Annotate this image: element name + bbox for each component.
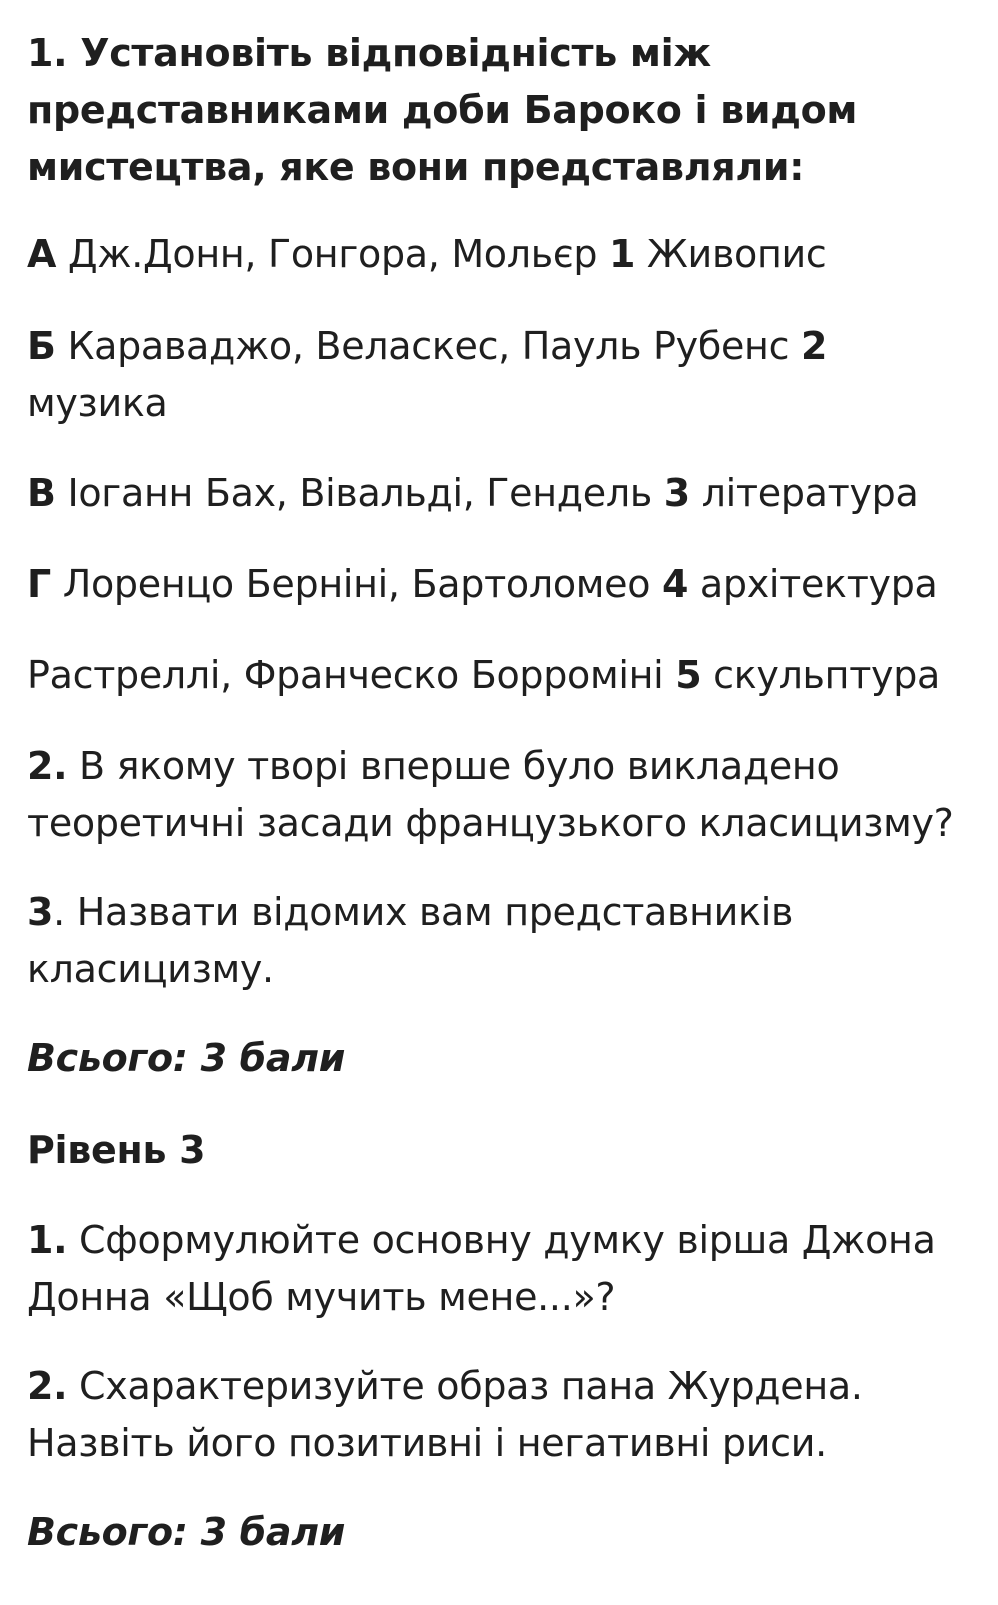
row-number: 1 xyxy=(609,232,636,276)
level3-task2-number: 2. xyxy=(27,1364,68,1408)
row-art: музика xyxy=(27,381,168,425)
row-letter: Б xyxy=(27,324,56,368)
row-names: Дж.Донн, Гонгора, Мольєр xyxy=(56,232,609,276)
task3 xyxy=(27,884,857,998)
task2-text: В якому творі вперше було викладено теоретичні засади французького класицизму? xyxy=(27,744,954,845)
task1-heading xyxy=(27,25,977,196)
task3-number: 3 xyxy=(27,890,54,934)
row-names: Лоренцо Берніні, Бартоломео xyxy=(50,562,662,606)
level3-task1 xyxy=(27,1212,977,1326)
row-letter: В xyxy=(27,471,56,515)
match-row-b xyxy=(27,318,857,432)
row-number: 2 xyxy=(800,324,828,368)
match-row-v xyxy=(27,465,977,522)
match-row-a xyxy=(27,226,977,283)
task2 xyxy=(27,738,977,852)
row-number: 4 xyxy=(661,562,689,606)
level3-task2-text: Схарактеризуйте образ пана Журдена. Назвіть його позитивні і негативні риси. xyxy=(27,1364,863,1465)
task1-number: 1 xyxy=(27,31,54,75)
row-art: Живопис xyxy=(635,232,827,276)
row-names: Караваджо, Веласкес, Пауль Рубенс xyxy=(55,324,801,368)
total-score-2: Всього: 3 бали xyxy=(27,1510,346,1554)
task2-number: 2. xyxy=(27,744,68,788)
row-letter: А xyxy=(27,232,57,276)
row-number: 3 xyxy=(663,471,690,515)
row-number: 5 xyxy=(675,653,702,697)
level3-task1-number: 1. xyxy=(27,1218,68,1262)
level3-heading: Рівень 3 xyxy=(27,1128,206,1172)
task1-title: . Установіть відповідність між представниками доби Бароко і видом мистецтва, яке вони представляли: xyxy=(27,31,858,189)
level3-task1-text: Сформулюйте основну думку вірша Джона Донна «Щоб мучить мене...»? xyxy=(27,1218,936,1319)
match-row-extra xyxy=(27,647,987,704)
row-names: Іоганн Бах, Вівальді, Гендель xyxy=(55,471,664,515)
row-art: скульптура xyxy=(701,653,941,697)
row-art: архітектура xyxy=(688,562,938,606)
level3-task2 xyxy=(27,1358,927,1472)
row-art: література xyxy=(689,471,919,515)
row-names: Растреллі, Франческо Борроміні xyxy=(27,653,676,697)
total-score-1: Всього: 3 бали xyxy=(27,1036,346,1080)
row-letter: Г xyxy=(27,562,51,606)
task3-text: . Назвати відомих вам представників класицизму. xyxy=(27,890,794,991)
match-row-g xyxy=(27,556,987,613)
